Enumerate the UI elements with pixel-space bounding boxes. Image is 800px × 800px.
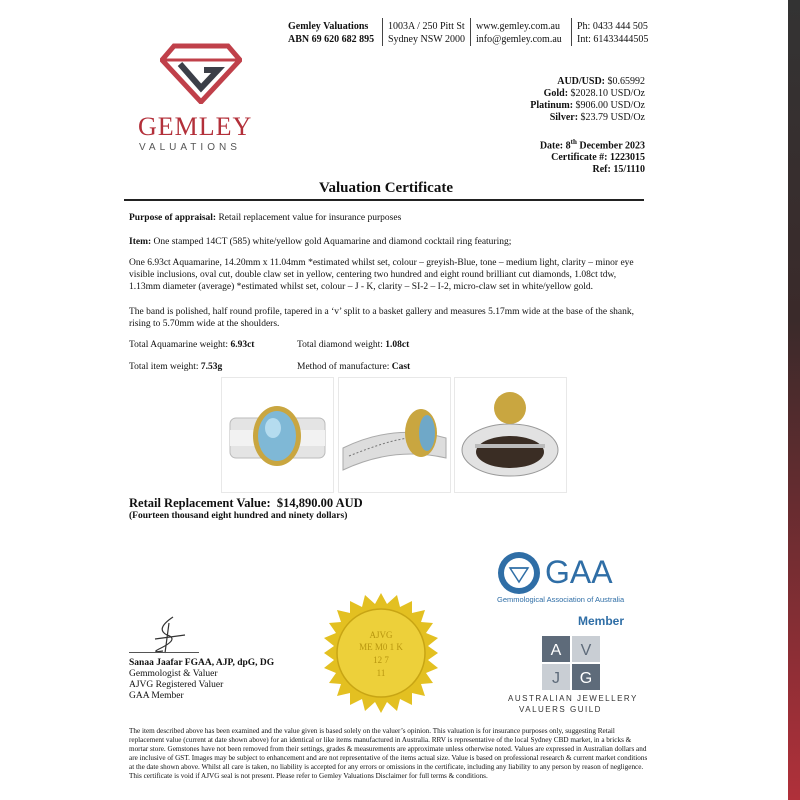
signatory-role-1: Gemmologist & Valuer [129, 669, 218, 679]
silver-value: $23.79 USD/Oz [580, 112, 645, 123]
item-weight [129, 362, 222, 372]
gaa-subtitle: Gemmological Association of Australia [497, 595, 625, 604]
item-weight-value: 7.53g [200, 362, 223, 372]
ring-photo-back [454, 377, 567, 493]
gaa-logo-text: GAA [545, 554, 613, 590]
signatory-role-2: AJVG Registered Valuer [129, 680, 224, 690]
logo-subtitle: VALUATIONS [139, 142, 241, 153]
company-name: Gemley Valuations [288, 21, 369, 32]
aud-value: $0.65992 [607, 76, 645, 87]
logo-wordmark: GEMLEY [138, 112, 253, 141]
aquamarine-weight [129, 340, 254, 350]
seal-line-3: 12 7 [373, 655, 389, 665]
company-abn: ABN 69 620 682 895 [288, 34, 375, 45]
item-description: One 6.93ct Aquamarine, 14.20mm x 11.04mm *estimated whilst set, colour – greyish-Blue, tone – medium light, clarity – minor eye visible inclusions, oval cut, double claw set in yellow, centering two hundred and eight round brilliant cut diamonds, 1.08ct tdw, 1.13mm diameter (average) *estimated whilst set, colour – J - K, clarity – SI-2 – I-2, micro-claw set in white/yellow gold. [129, 258, 634, 292]
platinum-value: $906.00 USD/Oz [575, 100, 645, 111]
purpose-line [129, 212, 645, 224]
signatory-name: Sanaa Jaafar FGAA, AJP, dpG, DG [129, 658, 275, 668]
purpose-value: Retail replacement value for insurance purposes [218, 213, 402, 223]
manufacture-method-value: Cast [391, 362, 411, 372]
gold-value: $2028.10 USD/Oz [570, 88, 645, 99]
divider [571, 18, 572, 46]
signature [145, 615, 190, 655]
ajvg-name-line-1: AUSTRALIAN JEWELLERY [508, 694, 638, 703]
date-suffix: th [570, 138, 577, 146]
divider [382, 18, 383, 46]
ajvg-letter-v: V [580, 642, 592, 659]
band-description: The band is polished, half round profile, tapered in a ‘v’ split to a basket gallery and measures 5.17mm wide at the base of the shank, rising to 5.70mm wide at the shoulders. [129, 307, 635, 329]
diamond-weight-value: 1.08ct [385, 340, 410, 350]
address-block [388, 20, 465, 46]
ring-photo-side [338, 377, 451, 493]
ring-photo-top [221, 377, 334, 493]
item-value: One stamped 14CT (585) white/yellow gold Aquamarine and diamond cocktail ring featuring; [153, 237, 512, 247]
ajvg-name-line-2: VALUERS GUILD [519, 705, 602, 714]
date-label: Date: [539, 140, 564, 152]
rrv-label: Retail Replacement Value: [129, 496, 271, 510]
seal-line-2: ME M0 1 K [359, 642, 403, 652]
gold-label: Gold: [543, 88, 569, 99]
aquamarine-weight-label: Total Aquamarine weight: [129, 340, 229, 350]
signatory-block [129, 658, 274, 702]
purpose-label: Purpose of appraisal: [129, 213, 217, 223]
gaa-emblem-icon [496, 550, 542, 596]
date-rest: December 2023 [579, 140, 645, 152]
disclaimer-text: The item described above has been examined and the value given is based solely on the valuer’s opinion. This valuation is for insurance purposes only, suggesting Retail replacement value (current at date shown above) for an identical or like items manufactured in Australia. RRV is representative of the local Sydney CBD market, in a bricks & mortar store. Gemstones have not been removed from their settings, grades & measurements are approximate unless otherwise noted. Values are expressed in Australian dollars and are inclusive of GST. Images may be subject to enhancement and are not representative of the items actual size. Value is based on professional research & current market conditions at the date shown above. Whilst all care is taken, no liability is accepted for any errors or omissions in the certificate, including any liability to any person by reason of negligence. This certificate is void if AJVG seal is not present. Please refer to Gemley Valuations Disclaimer for full terms & conditions. [129, 727, 648, 780]
ajvg-gold-seal [320, 592, 442, 714]
certificate-number: 1223015 [610, 152, 645, 164]
aud-label: AUD/USD: [557, 76, 605, 87]
company-block [288, 20, 374, 46]
intl-phone-number: Int: 61433444505 [577, 34, 649, 45]
ajvg-letter-a: A [550, 642, 562, 659]
manufacture-method-label: Method of manufacture: [297, 362, 390, 372]
item-line [129, 236, 645, 248]
certificate-meta [540, 136, 645, 176]
silver-label: Silver: [549, 112, 579, 123]
page-title: Valuation Certificate [318, 180, 453, 196]
address-line2: Sydney NSW 2000 [388, 34, 466, 45]
divider [470, 18, 471, 46]
phone-block [577, 20, 648, 46]
ref-label: Ref: [592, 164, 611, 176]
certificate-label: Certificate #: [551, 152, 608, 164]
email-link[interactable]: info@gemley.com.au [476, 34, 562, 45]
aquamarine-weight-value: 6.93ct [230, 340, 255, 350]
diamond-weight [297, 340, 409, 350]
rrv-amount: $14,890.00 AUD [276, 496, 363, 510]
ajvg-letter-g: G [579, 670, 593, 687]
signatory-role-3: GAA Member [129, 691, 184, 701]
market-rates [530, 76, 645, 124]
ajvg-letter-j: J [552, 670, 560, 687]
decorative-sidebar [788, 0, 800, 800]
diamond-weight-label: Total diamond weight: [297, 340, 383, 350]
phone-number: Ph: 0433 444 505 [577, 21, 648, 32]
manufacture-method [297, 362, 410, 372]
web-block [476, 20, 562, 46]
date-day: 8 [565, 140, 571, 152]
website-link[interactable]: www.gemley.com.au [476, 21, 560, 32]
item-weight-label: Total item weight: [129, 362, 199, 372]
seal-line-1: AJVG [369, 630, 393, 640]
platinum-label: Platinum: [530, 100, 574, 111]
signature-line [129, 652, 199, 653]
rrv-in-words: (Fourteen thousand eight hundred and ninety dollars) [129, 511, 348, 521]
ajvg-logo-icon [542, 636, 600, 690]
address-line1: 1003A / 250 Pitt St [388, 21, 465, 32]
ref-number: 15/1110 [613, 164, 645, 176]
retail-replacement-value [129, 496, 363, 511]
gem-logo-icon [160, 42, 242, 104]
seal-line-4: 11 [376, 668, 386, 678]
item-label: Item: [129, 237, 152, 247]
title-rule [124, 199, 644, 201]
gaa-member-label: Member [578, 614, 625, 628]
